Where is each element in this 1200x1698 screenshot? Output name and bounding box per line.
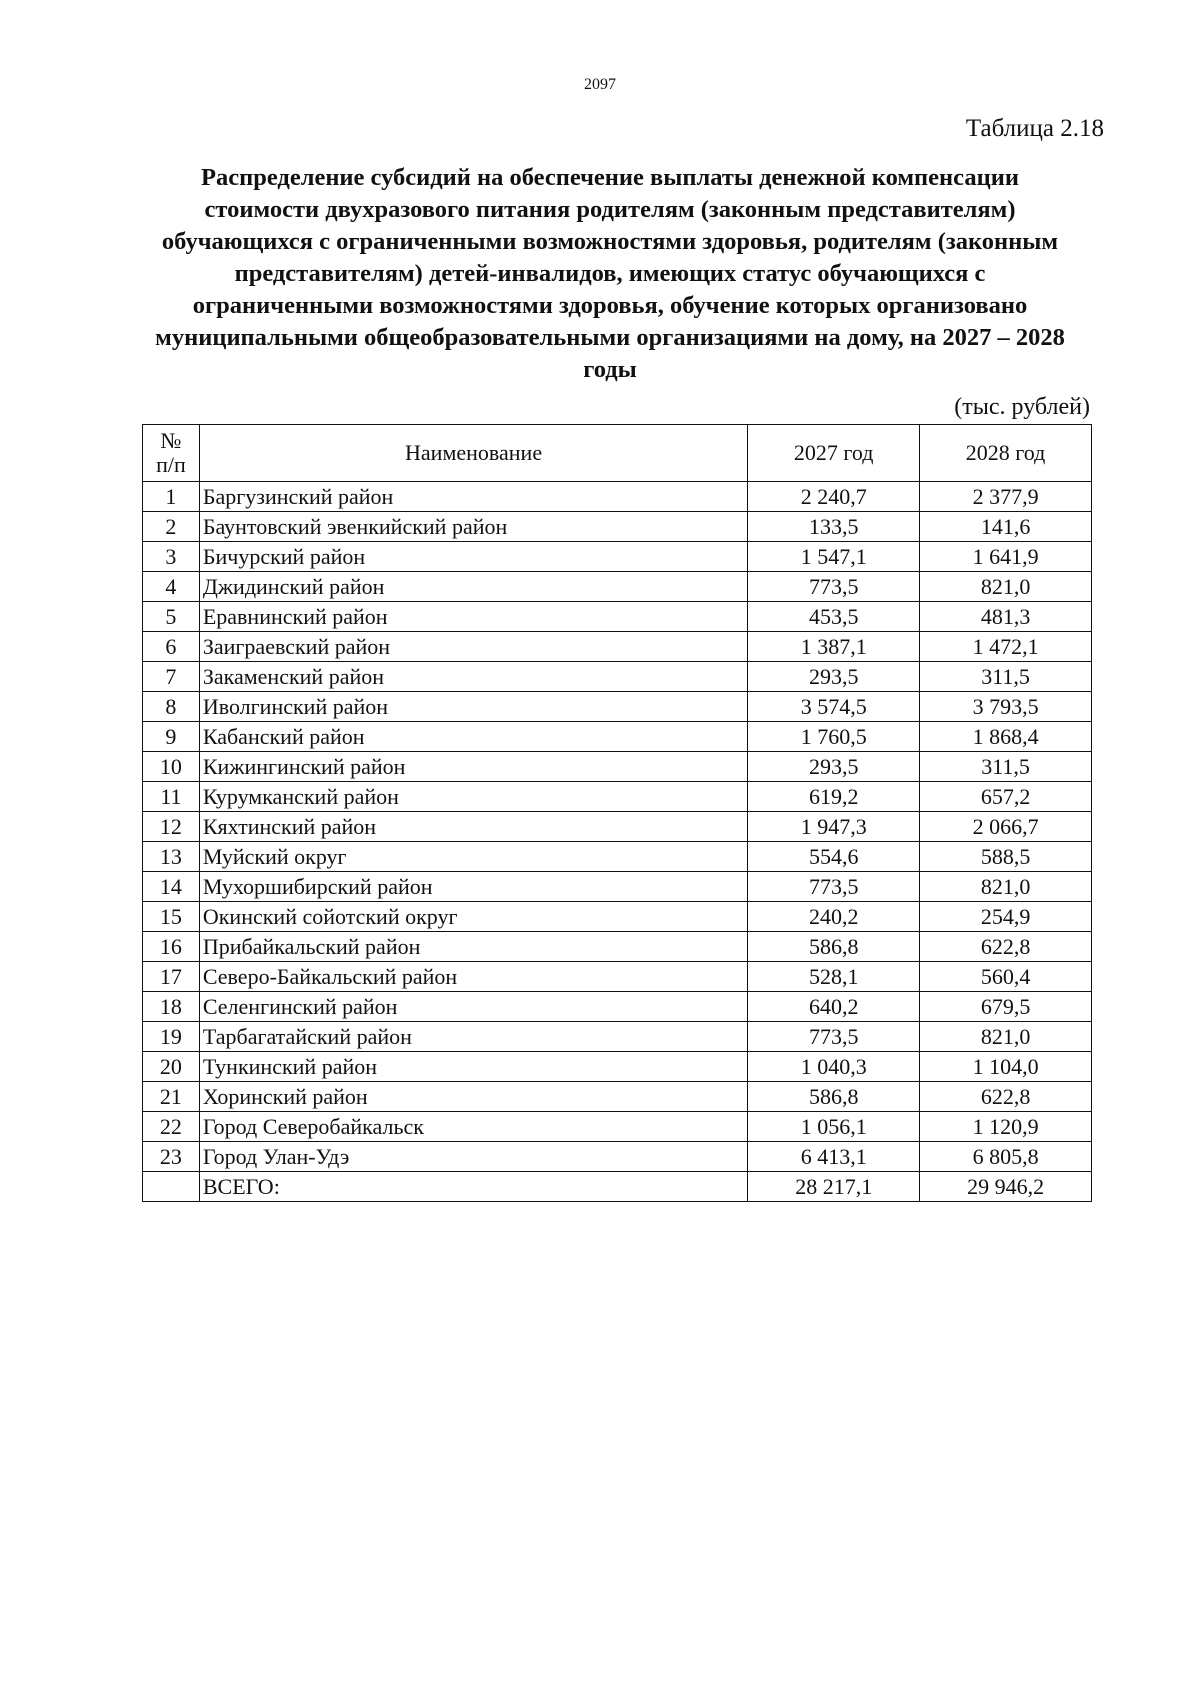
- cell-2027: 619,2: [748, 782, 920, 812]
- cell-2028: 1 868,4: [920, 722, 1092, 752]
- cell-num: 12: [143, 812, 200, 842]
- table-total-row: [143, 1172, 1092, 1202]
- cell-2028: 3 793,5: [920, 692, 1092, 722]
- cell-name: Бичурский район: [199, 542, 747, 572]
- table-body: [143, 482, 1092, 1202]
- cell-2027: 586,8: [748, 1082, 920, 1112]
- cell-2027: 773,5: [748, 872, 920, 902]
- table-row: [143, 1052, 1092, 1082]
- cell-num: 20: [143, 1052, 200, 1082]
- cell-name: Курумканский район: [199, 782, 747, 812]
- table-row: [143, 692, 1092, 722]
- cell-num: 13: [143, 842, 200, 872]
- table-row: [143, 1022, 1092, 1052]
- table-row: [143, 1082, 1092, 1112]
- cell-name: Баунтовский эвенкийский район: [199, 512, 747, 542]
- cell-2027: 773,5: [748, 572, 920, 602]
- cell-num: 8: [143, 692, 200, 722]
- cell-2028: 29 946,2: [920, 1172, 1092, 1202]
- cell-2027: 1 760,5: [748, 722, 920, 752]
- cell-name: Баргузинский район: [199, 482, 747, 512]
- table-row: [143, 1112, 1092, 1142]
- cell-name: Тункинский район: [199, 1052, 747, 1082]
- table-row: [143, 752, 1092, 782]
- cell-name: Северо-Байкальский район: [199, 962, 747, 992]
- cell-2028: 588,5: [920, 842, 1092, 872]
- cell-2027: 28 217,1: [748, 1172, 920, 1202]
- cell-2028: 311,5: [920, 752, 1092, 782]
- cell-num: 9: [143, 722, 200, 752]
- cell-num: 17: [143, 962, 200, 992]
- page-number: 2097: [584, 76, 616, 93]
- cell-2028: 622,8: [920, 932, 1092, 962]
- cell-num: 10: [143, 752, 200, 782]
- cell-name: Кижингинский район: [199, 752, 747, 782]
- table-row: [143, 812, 1092, 842]
- cell-2027: 1 947,3: [748, 812, 920, 842]
- table-label: Таблица 2.18: [965, 115, 1104, 142]
- table-row: [143, 572, 1092, 602]
- cell-num: 21: [143, 1082, 200, 1112]
- cell-num: 6: [143, 632, 200, 662]
- cell-2028: 821,0: [920, 872, 1092, 902]
- cell-2027: 2 240,7: [748, 482, 920, 512]
- table-row: [143, 962, 1092, 992]
- cell-name: Город Улан-Удэ: [199, 1142, 747, 1172]
- cell-name: Еравнинский район: [199, 602, 747, 632]
- document-title: Распределение субсидий на обеспечение выплаты денежной компенсации стоимости двухразового питания родителям (законным представителям) обучающихся с ограниченными возможностями здоровья, родителям (законным представителям) детей-инвалидов, имеющих статус обучающихся с ограниченными возможностями здоровья, обучение которых организовано муниципальными общеобразовательными организациями на дому, на 2027 – 2028 годы: [155, 164, 1065, 383]
- cell-2028: 1 120,9: [920, 1112, 1092, 1142]
- table-row: [143, 722, 1092, 752]
- units-label: (тыс. рублей): [954, 394, 1090, 420]
- table-row: [143, 482, 1092, 512]
- table-row: [143, 992, 1092, 1022]
- cell-2028: 657,2: [920, 782, 1092, 812]
- cell-name: Заиграевский район: [199, 632, 747, 662]
- cell-num: 4: [143, 572, 200, 602]
- cell-2028: 1 641,9: [920, 542, 1092, 572]
- cell-num: 23: [143, 1142, 200, 1172]
- cell-num: 7: [143, 662, 200, 692]
- cell-2028: 622,8: [920, 1082, 1092, 1112]
- cell-name: Тарбагатайский район: [199, 1022, 747, 1052]
- cell-2027: 240,2: [748, 902, 920, 932]
- header-num-label: № п/п: [156, 428, 186, 477]
- cell-2027: 3 574,5: [748, 692, 920, 722]
- cell-name: Джидинский район: [199, 572, 747, 602]
- cell-name: Окинский сойотский округ: [199, 902, 747, 932]
- cell-2027: 6 413,1: [748, 1142, 920, 1172]
- cell-name: Иволгинский район: [199, 692, 747, 722]
- header-name: Наименование: [199, 425, 747, 482]
- cell-2028: 821,0: [920, 572, 1092, 602]
- cell-name: Муйский округ: [199, 842, 747, 872]
- table-row: [143, 512, 1092, 542]
- cell-2027: 1 040,3: [748, 1052, 920, 1082]
- table-row: [143, 932, 1092, 962]
- cell-2027: 1 547,1: [748, 542, 920, 572]
- cell-name: Мухоршибирский район: [199, 872, 747, 902]
- cell-2028: 1 472,1: [920, 632, 1092, 662]
- cell-2027: 773,5: [748, 1022, 920, 1052]
- table-row: [143, 662, 1092, 692]
- cell-name: Кяхтинский район: [199, 812, 747, 842]
- cell-2028: 141,6: [920, 512, 1092, 542]
- cell-2027: 1 387,1: [748, 632, 920, 662]
- cell-2027: 640,2: [748, 992, 920, 1022]
- cell-2028: 2 377,9: [920, 482, 1092, 512]
- cell-num: 19: [143, 1022, 200, 1052]
- subsidy-table: [142, 424, 1092, 1202]
- table-row: [143, 842, 1092, 872]
- table-row: [143, 632, 1092, 662]
- table-header-row: [143, 425, 1092, 482]
- cell-name: ВСЕГО:: [199, 1172, 747, 1202]
- cell-2027: 293,5: [748, 662, 920, 692]
- cell-2028: 311,5: [920, 662, 1092, 692]
- table-row: [143, 872, 1092, 902]
- cell-num: 2: [143, 512, 200, 542]
- table-row: [143, 602, 1092, 632]
- cell-num: 18: [143, 992, 200, 1022]
- cell-name: Кабанский район: [199, 722, 747, 752]
- cell-2028: 2 066,7: [920, 812, 1092, 842]
- cell-name: Закаменский район: [199, 662, 747, 692]
- cell-2028: 821,0: [920, 1022, 1092, 1052]
- cell-2028: 560,4: [920, 962, 1092, 992]
- cell-num: 1: [143, 482, 200, 512]
- header-2028: 2028 год: [920, 425, 1092, 482]
- table-row: [143, 782, 1092, 812]
- cell-name: Селенгинский район: [199, 992, 747, 1022]
- cell-num: 5: [143, 602, 200, 632]
- cell-num: 15: [143, 902, 200, 932]
- table-row: [143, 1142, 1092, 1172]
- cell-2028: 481,3: [920, 602, 1092, 632]
- table-row: [143, 902, 1092, 932]
- cell-2028: 679,5: [920, 992, 1092, 1022]
- cell-num: 3: [143, 542, 200, 572]
- cell-num: 22: [143, 1112, 200, 1142]
- cell-name: Город Северобайкальск: [199, 1112, 747, 1142]
- cell-2027: 586,8: [748, 932, 920, 962]
- cell-2027: 1 056,1: [748, 1112, 920, 1142]
- cell-num: 14: [143, 872, 200, 902]
- cell-num: 11: [143, 782, 200, 812]
- cell-name: Хоринский район: [199, 1082, 747, 1112]
- cell-2027: 528,1: [748, 962, 920, 992]
- header-2027: 2027 год: [748, 425, 920, 482]
- cell-2027: 453,5: [748, 602, 920, 632]
- cell-2027: 133,5: [748, 512, 920, 542]
- cell-2028: 1 104,0: [920, 1052, 1092, 1082]
- cell-2027: 554,6: [748, 842, 920, 872]
- cell-2028: 254,9: [920, 902, 1092, 932]
- cell-name: Прибайкальский район: [199, 932, 747, 962]
- cell-2027: 293,5: [748, 752, 920, 782]
- cell-num: 16: [143, 932, 200, 962]
- header-num: [143, 425, 200, 482]
- table-row: [143, 542, 1092, 572]
- cell-num: [143, 1172, 200, 1202]
- cell-2028: 6 805,8: [920, 1142, 1092, 1172]
